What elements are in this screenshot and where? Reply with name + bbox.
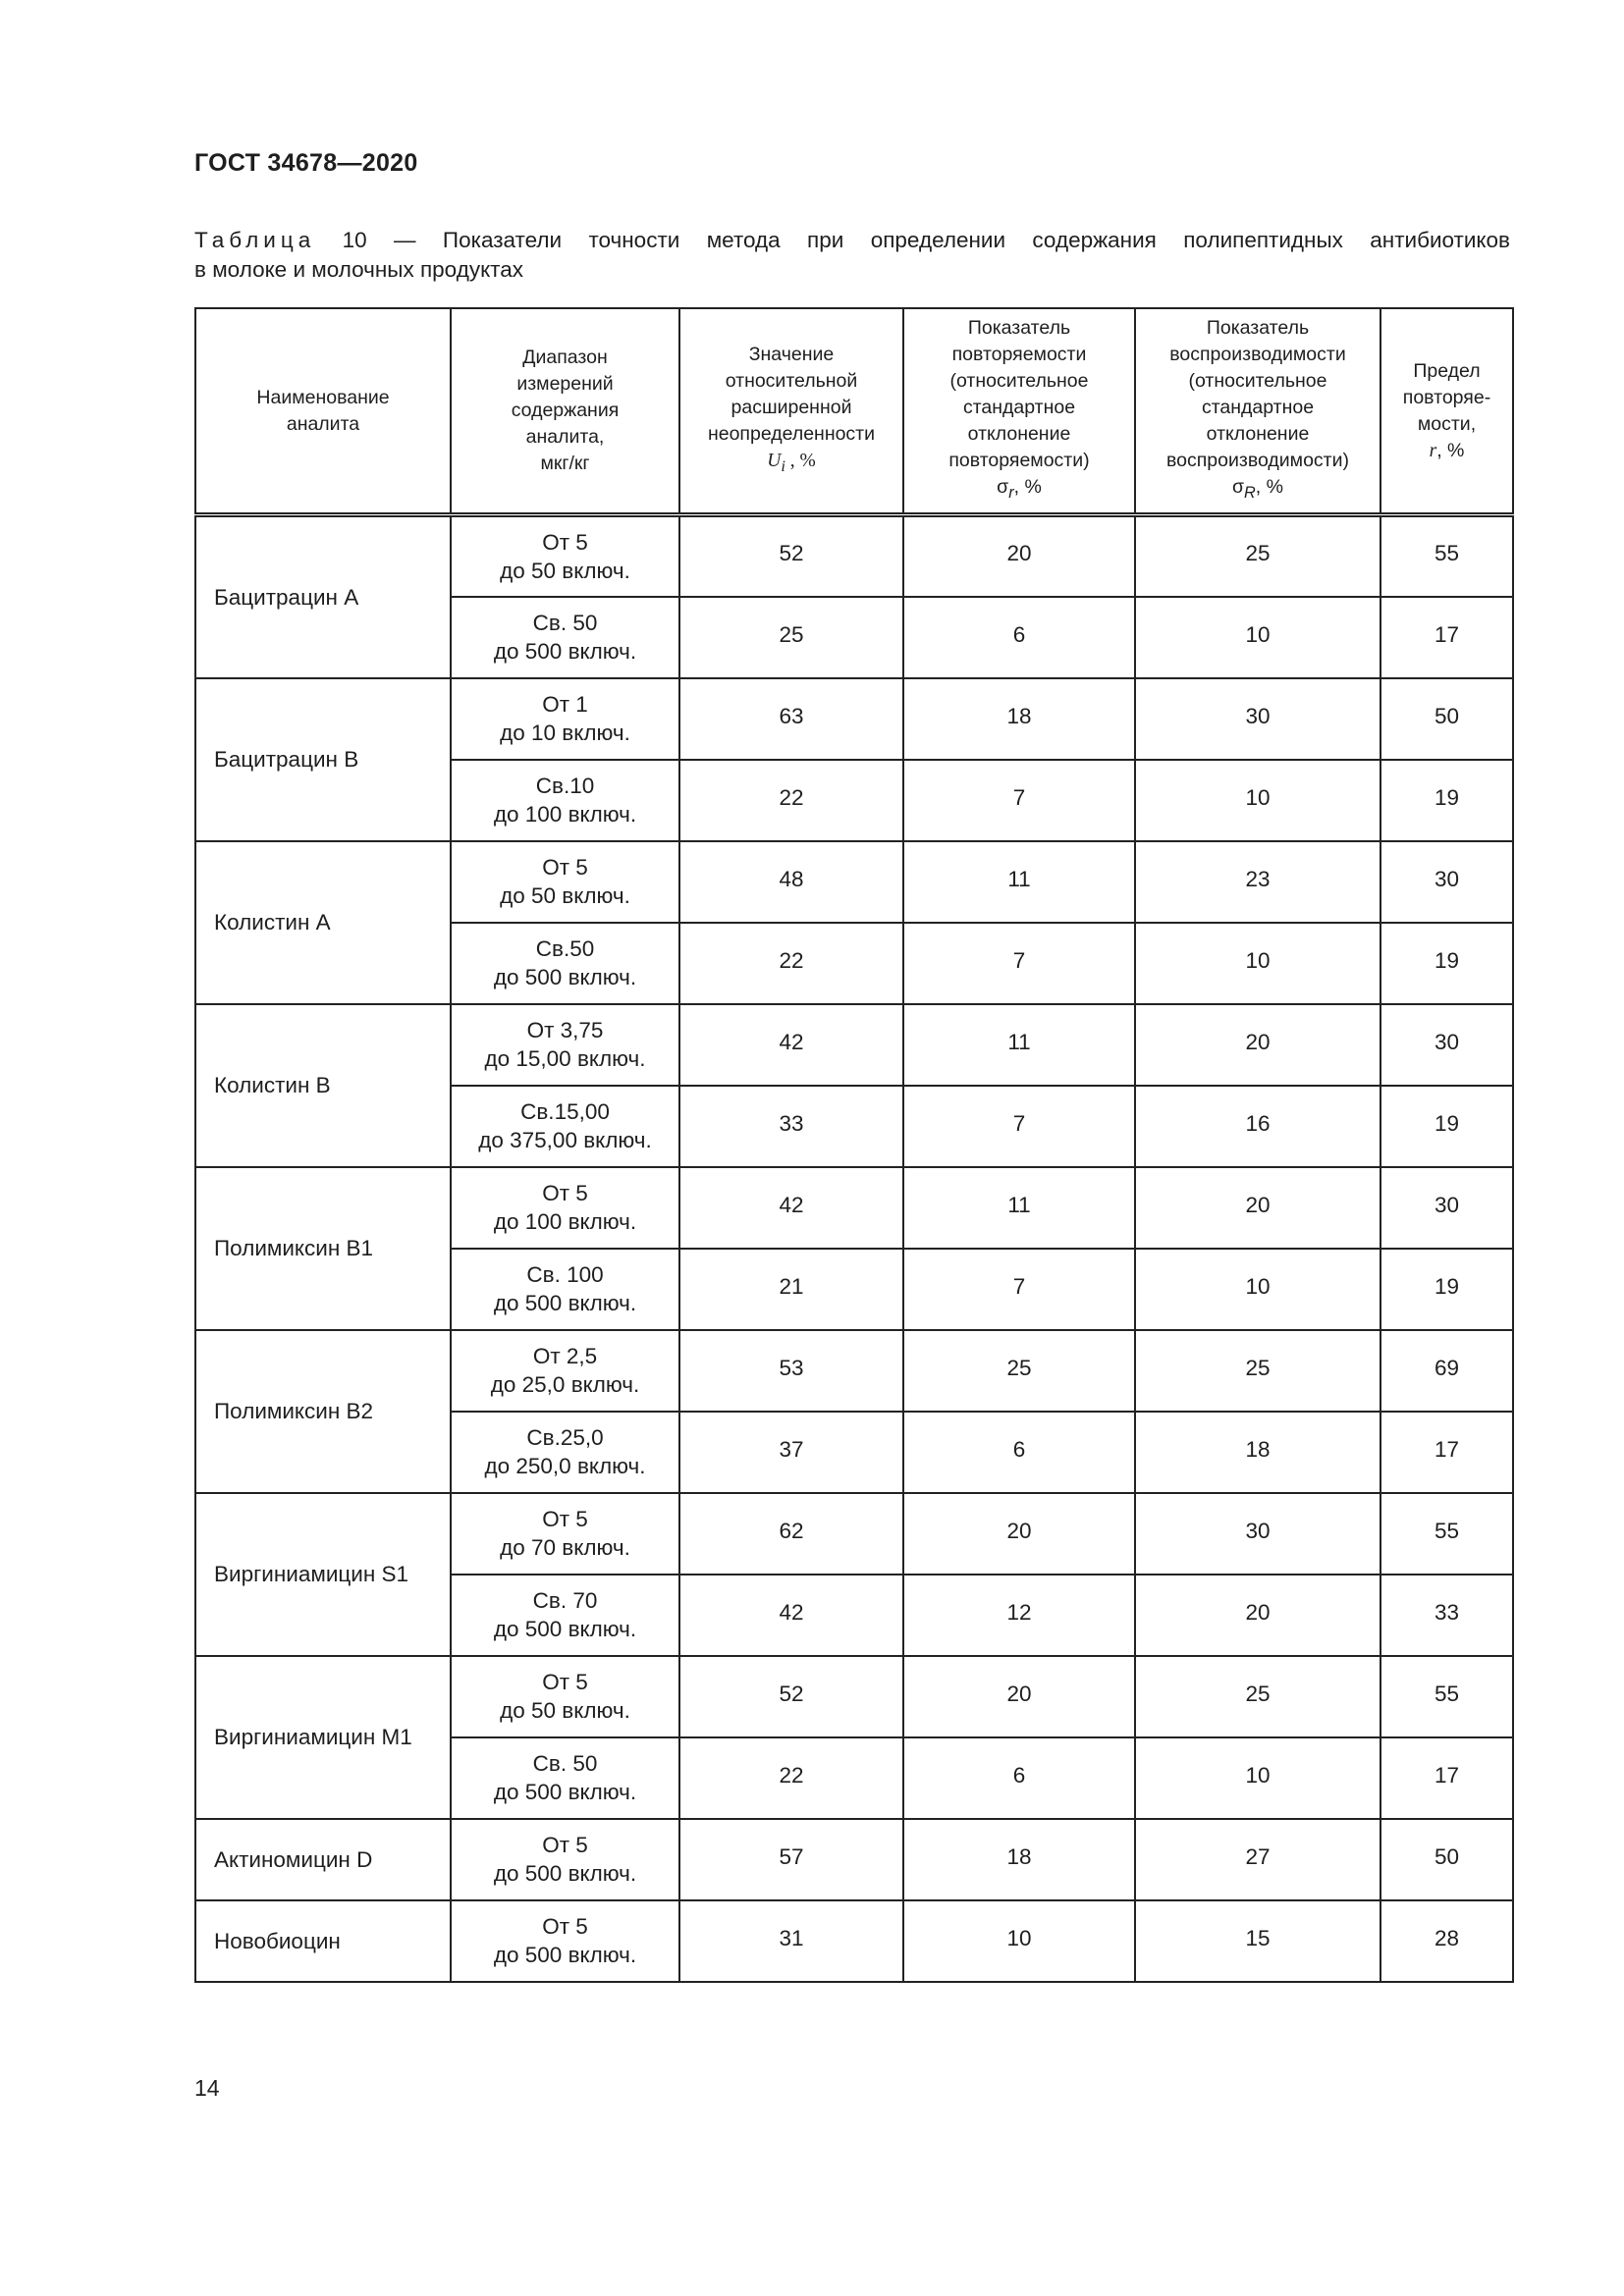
header-limit [1380,308,1513,515]
header-text-line: повторяемости [951,344,1087,366]
reproducibility-value: 27 [1135,1819,1380,1900]
range-from: Св.15,00 [520,1099,610,1124]
analyte-name: Колистин А [195,841,451,1004]
uncertainty-value: 42 [679,1167,903,1249]
range-from: Св. 50 [532,611,598,635]
range-to: до 500 включ. [493,1617,637,1641]
repeatability-value: 20 [903,515,1135,597]
range-to: до 500 включ. [493,639,637,664]
range-to: до 25,0 включ. [490,1372,640,1397]
analyte-name: Колистин В [195,1004,451,1167]
table-body [195,515,1513,1982]
range-to: до 250,0 включ. [484,1454,646,1478]
header-limit-symbol: r, % [1429,439,1465,461]
range-cell [451,678,679,760]
uncertainty-value: 25 [679,597,903,678]
header-text-line: мости, [1417,412,1477,435]
table-row [195,1493,1513,1575]
page-number: 14 [194,2075,220,2101]
range-from: Св.50 [535,936,595,961]
header-text-line: повторяемости) [948,450,1090,472]
range-cell [451,1086,679,1167]
limit-value: 28 [1380,1900,1513,1982]
range-from: От 5 [542,1181,588,1205]
header-text-line: стандартное [962,397,1076,419]
limit-value: 17 [1380,1412,1513,1493]
repeatability-value: 10 [903,1900,1135,1982]
analyte-name: Бацитрацин А [195,515,451,678]
header-text-line: Показатель [967,317,1071,340]
header-text-line: воспроизводимости) [1166,450,1349,472]
range-from: От 2,5 [532,1344,598,1368]
table-header-row [195,308,1513,515]
range-to: до 50 включ. [500,883,630,908]
range-to: до 375,00 включ. [478,1128,652,1152]
range-to: до 100 включ. [493,1209,637,1234]
limit-value: 19 [1380,1249,1513,1330]
uncertainty-value: 33 [679,1086,903,1167]
header-uncertainty-symbol: $U_i$ , % [767,451,816,475]
range-to: до 70 включ. [500,1535,630,1560]
reproducibility-value: 16 [1135,1086,1380,1167]
repeatability-value: 18 [903,678,1135,760]
limit-value: 30 [1380,841,1513,923]
table-row [195,1900,1513,1982]
range-cell [451,1575,679,1656]
table-row [195,1656,1513,1737]
range-to: до 500 включ. [493,1861,637,1886]
uncertainty-value: 63 [679,678,903,760]
range-cell [451,841,679,923]
uncertainty-value: 52 [679,1656,903,1737]
range-from: Св.10 [535,774,595,798]
range-from: Св. 70 [532,1588,598,1613]
limit-value: 55 [1380,1656,1513,1737]
range-cell [451,1249,679,1330]
uncertainty-value: 22 [679,760,903,841]
header-text-line: Значение [748,344,835,366]
uncertainty-value: 21 [679,1249,903,1330]
analyte-name: Бацитрацин В [195,678,451,841]
repeatability-value: 20 [903,1493,1135,1575]
range-to: до 50 включ. [500,558,630,583]
accuracy-table [194,307,1514,1983]
header-text-line: расширенной [731,397,852,419]
range-cell [451,1167,679,1249]
reproducibility-value: 10 [1135,1249,1380,1330]
range-to: до 10 включ. [500,721,630,745]
repeatability-value: 18 [903,1819,1135,1900]
table-caption [194,226,1510,285]
range-from: От 1 [542,692,588,717]
reproducibility-value: 10 [1135,1737,1380,1819]
range-cell [451,1819,679,1900]
uncertainty-value: 48 [679,841,903,923]
reproducibility-value: 25 [1135,515,1380,597]
range-to: до 500 включ. [493,1780,637,1804]
limit-value: 17 [1380,597,1513,678]
reproducibility-value: 10 [1135,597,1380,678]
reproducibility-value: 20 [1135,1004,1380,1086]
header-text-line: аналита, [525,426,605,448]
header-text-line: измерений [516,373,614,395]
uncertainty-value: 22 [679,1737,903,1819]
header-text-line: Наименование [256,386,390,408]
range-to: до 50 включ. [500,1698,630,1723]
limit-value: 19 [1380,923,1513,1004]
uncertainty-value: 31 [679,1900,903,1982]
reproducibility-value: 30 [1135,678,1380,760]
range-from: От 5 [542,529,588,555]
range-from: Св. 100 [526,1262,604,1287]
reproducibility-value: 25 [1135,1656,1380,1737]
repeatability-value: 25 [903,1330,1135,1412]
header-reproducibility [1135,308,1380,515]
range-cell [451,1900,679,1982]
limit-value: 19 [1380,760,1513,841]
header-text-line: воспроизводимости [1169,344,1346,366]
repeatability-value: 7 [903,923,1135,1004]
header-text-line: Диапазон [522,347,608,368]
repeatability-value: 12 [903,1575,1135,1656]
range-to: до 500 включ. [493,1291,637,1315]
table-caption-text: 10 — Показатели точности метода при определении содержания полипептидных антибиотиков [315,228,1510,252]
range-from: От 5 [542,1914,588,1939]
limit-value: 19 [1380,1086,1513,1167]
range-cell [451,1412,679,1493]
header-reproducibility-symbol: $\sigma_R$, % [1232,476,1283,502]
limit-value: 33 [1380,1575,1513,1656]
header-text-line: аналита [286,412,360,435]
header-text-line: содержания [511,400,620,421]
header-text-line: стандартное [1201,397,1315,419]
table-row [195,1004,1513,1086]
repeatability-value: 7 [903,1086,1135,1167]
table-row [195,841,1513,923]
range-from: Св.25,0 [526,1425,604,1450]
repeatability-value: 11 [903,1167,1135,1249]
limit-value: 50 [1380,678,1513,760]
uncertainty-value: 57 [679,1819,903,1900]
header-text-line: Показатель [1206,317,1310,340]
limit-value: 69 [1380,1330,1513,1412]
header-range [451,308,679,515]
header-text-line: неопределенности [707,423,876,446]
range-from: От 5 [542,1507,588,1531]
reproducibility-value: 15 [1135,1900,1380,1982]
uncertainty-value: 62 [679,1493,903,1575]
uncertainty-value: 53 [679,1330,903,1412]
header-uncertainty [679,308,903,515]
repeatability-value: 11 [903,1004,1135,1086]
limit-value: 55 [1380,515,1513,597]
reproducibility-value: 25 [1135,1330,1380,1412]
reproducibility-value: 30 [1135,1493,1380,1575]
range-to: до 500 включ. [493,965,637,989]
range-from: Св. 50 [532,1751,598,1776]
range-cell [451,760,679,841]
header-text-line: мкг/кг [540,453,590,474]
analyte-name: Полимиксин В1 [195,1167,451,1330]
uncertainty-value: 42 [679,1575,903,1656]
header-text-line: повторяе- [1402,386,1491,408]
range-from: От 5 [542,1670,588,1694]
table-row [195,515,1513,597]
reproducibility-value: 10 [1135,760,1380,841]
limit-value: 50 [1380,1819,1513,1900]
table-row [195,1819,1513,1900]
header-text-line: (относительное [1188,370,1327,393]
range-from: От 5 [542,1833,588,1857]
uncertainty-value: 42 [679,1004,903,1086]
range-to: до 500 включ. [493,1943,637,1967]
repeatability-value: 6 [903,1737,1135,1819]
range-cell [451,1004,679,1086]
repeatability-value: 11 [903,841,1135,923]
limit-value: 30 [1380,1167,1513,1249]
reproducibility-value: 23 [1135,841,1380,923]
header-text-line: отклонение [1206,423,1310,446]
range-cell [451,923,679,1004]
analyte-name: Новобиоцин [195,1900,451,1982]
header-repeatability-symbol: $\sigma_r$, % [997,476,1042,502]
header-text-line: отклонение [967,423,1071,446]
limit-value: 55 [1380,1493,1513,1575]
reproducibility-value: 20 [1135,1167,1380,1249]
header-text-line: (относительное [949,370,1089,393]
repeatability-value: 6 [903,1412,1135,1493]
uncertainty-value: 22 [679,923,903,1004]
reproducibility-value: 10 [1135,923,1380,1004]
range-cell [451,1656,679,1737]
range-to: до 100 включ. [493,802,637,827]
table-caption-text-line2: в молоке и молочных продуктах [194,257,523,282]
range-from: От 3,75 [526,1018,604,1042]
repeatability-value: 7 [903,1249,1135,1330]
range-cell [451,1330,679,1412]
analyte-name: Актиномицин D [195,1819,451,1900]
range-cell [451,597,679,678]
analyte-name: Виргиниамицин S1 [195,1493,451,1656]
range-to: до 15,00 включ. [484,1046,646,1071]
document-header: ГОСТ 34678—2020 [194,149,418,177]
header-text-line: относительной [725,370,858,393]
table-row [195,1167,1513,1249]
uncertainty-value: 52 [679,515,903,597]
analyte-name: Виргиниамицин М1 [195,1656,451,1819]
repeatability-value: 7 [903,760,1135,841]
limit-value: 17 [1380,1737,1513,1819]
limit-value: 30 [1380,1004,1513,1086]
repeatability-value: 20 [903,1656,1135,1737]
repeatability-value: 6 [903,597,1135,678]
range-from: От 5 [542,855,588,880]
range-cell [451,1737,679,1819]
header-repeatability [903,308,1135,515]
reproducibility-value: 18 [1135,1412,1380,1493]
analyte-name: Полимиксин В2 [195,1330,451,1493]
table-row [195,1330,1513,1412]
table-caption-label: Таблица [194,228,316,252]
header-analyte [195,308,451,515]
range-cell [451,515,679,597]
range-cell [451,1493,679,1575]
uncertainty-value: 37 [679,1412,903,1493]
header-text-line: Предел [1413,359,1481,382]
reproducibility-value: 20 [1135,1575,1380,1656]
table-row [195,678,1513,760]
